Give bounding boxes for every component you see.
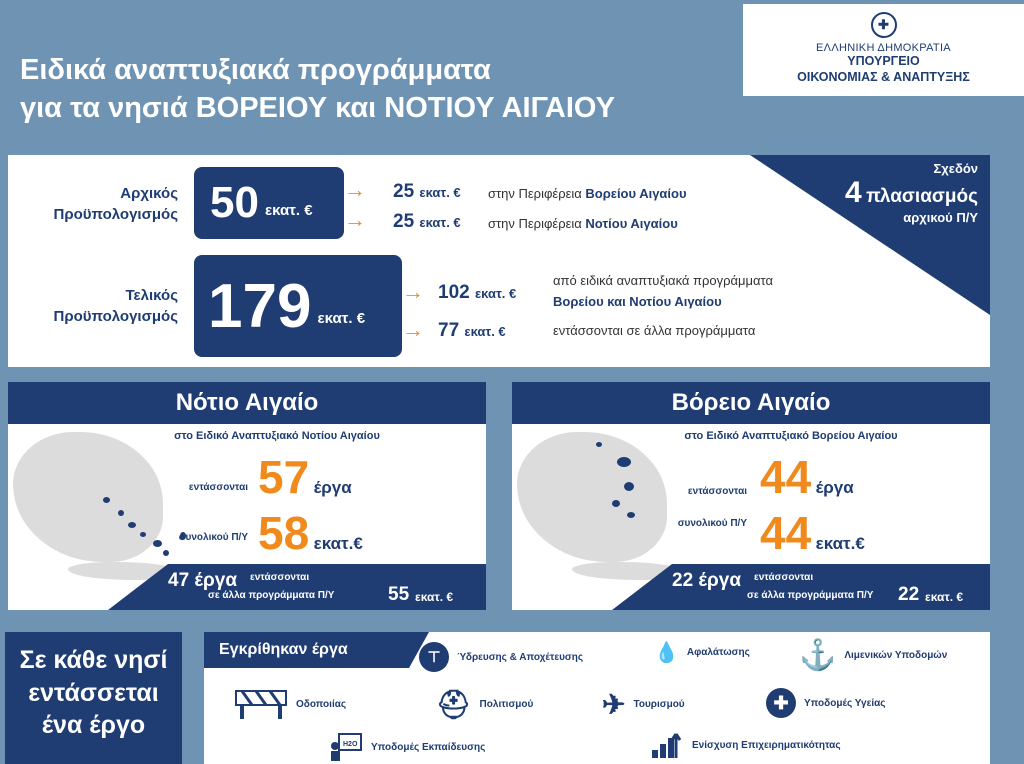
category-business [650, 730, 841, 760]
category-label: Τουρισμού [633, 699, 685, 710]
north-title: Βόρειο Αιγαίο [512, 382, 990, 424]
every-island-line-2: εντάσσεται [28, 678, 159, 707]
category-label: Υποδομές Εκπαίδευσης [371, 741, 486, 753]
north-budget [760, 506, 865, 560]
road-barrier-icon [234, 687, 288, 721]
every-island-box [5, 632, 182, 764]
final-split-1-amount: 102 εκατ. € [438, 282, 517, 303]
arrow-right-icon: → [402, 279, 424, 304]
north-budget-value: 44 [760, 507, 812, 559]
approved-projects-panel [204, 632, 990, 764]
final-split-2-desc: εντάσσονται σε άλλα προγράμματα [553, 323, 756, 338]
south-title: Νότιο Αιγαίο [8, 382, 486, 424]
logo-line-3: ΟΙΚΟΝΟΜΙΑΣ & ΑΝΑΠΤΥΞΗΣ [797, 69, 970, 84]
final-label-2: Προϋπολογισμός [53, 308, 178, 325]
final-budget-label [8, 285, 178, 327]
north-aegean-panel [512, 382, 990, 610]
growth-chart-icon [650, 730, 684, 760]
category-label: Λιμενικών Υποδομών [844, 650, 948, 661]
category-health [766, 688, 885, 718]
multiplier-number: 4 [844, 176, 862, 209]
category-tourism [602, 688, 685, 721]
desalination-icon: 💧 [654, 642, 679, 664]
final-budget-box [194, 255, 402, 357]
north-other-budget: 22 [898, 584, 920, 605]
classroom-icon [329, 732, 363, 762]
north-projects-unit: έργα [815, 478, 854, 497]
south-subtitle: στο Ειδικό Αναπτυξιακό Νοτίου Αιγαίου [174, 430, 380, 442]
category-label: Οδοποιίας [296, 698, 347, 710]
north-other-count: 22 έργα [672, 570, 741, 591]
south-projects-value: 57 [258, 451, 310, 503]
south-budget-label: συνολικού Π/Υ [178, 532, 248, 543]
south-band-edge [108, 564, 168, 610]
initial-split-2-amount: 25 εκατ. € [393, 211, 461, 232]
island-marker [624, 482, 634, 491]
medical-cross-icon: ✚ [766, 688, 796, 718]
island-marker [128, 522, 136, 528]
category-culture [436, 688, 533, 721]
coat-of-arms-icon: ✚ [871, 12, 897, 38]
north-band-edge [612, 564, 672, 610]
category-roads [234, 687, 346, 721]
final-split-2-amount: 77 εκατ. € [438, 320, 506, 341]
category-education [329, 732, 485, 762]
initial-budget-value: 50 [210, 178, 259, 227]
initial-budget-label [8, 183, 178, 225]
north-subtitle: στο Ειδικό Αναπτυξιακό Βορείου Αιγαίου [684, 430, 898, 442]
ministry-logo [743, 4, 1024, 96]
island-marker [103, 497, 110, 503]
south-other-count: 47 έργα [168, 570, 237, 591]
category-label: Ενίσχυση Επιχειρηματικότητας [692, 739, 841, 751]
south-other-unit: εκατ. € [415, 590, 454, 604]
island-marker [612, 500, 620, 507]
initial-budget-unit: εκατ. € [264, 201, 313, 219]
south-budget [258, 506, 363, 560]
category-label: Αφαλάτωσης [686, 647, 750, 658]
budget-panel [8, 155, 990, 367]
north-other-band [672, 564, 990, 610]
initial-split-2-desc: στην Περιφέρεια Νοτίου Αιγαίου [488, 216, 678, 231]
final-budget-unit: εκατ. € [317, 309, 366, 327]
initial-label-2: Προϋπολογισμός [53, 206, 178, 223]
arrow-right-icon: → [344, 207, 366, 232]
north-projects [760, 450, 854, 504]
north-projects-label: εντάσσονται [687, 486, 747, 497]
island-marker [118, 510, 124, 516]
north-other-text2: σε άλλα προγράμματα Π/Υ [747, 590, 874, 601]
island-marker [163, 550, 169, 556]
south-aegean-panel [8, 382, 486, 610]
initial-split-1-desc: στην Περιφέρεια Βορείου Αιγαίου [488, 186, 687, 201]
category-label: Πολιτισμού [479, 699, 534, 710]
anchor-icon: ⚓ [799, 639, 837, 672]
south-budget-unit: εκατ.€ [313, 534, 363, 553]
category-desalination [654, 640, 750, 665]
logo-line-2: ΥΠΟΥΡΓΕΙΟ [847, 54, 920, 68]
multiplier-word: πλασιασμός [866, 186, 978, 207]
initial-budget-box [194, 167, 344, 239]
title-line-2: για τα νησιά ΒΟΡΕΙΟΥ και ΝΟΤΙΟΥ ΑΙΓΑΙΟΥ [20, 91, 615, 124]
every-island-line-3: ένα έργο [41, 711, 146, 739]
multiplier-pre: Σχεδόν [933, 161, 978, 176]
greece-map [517, 432, 667, 562]
arrow-right-icon: → [402, 317, 424, 342]
south-other-text1: εντάσσονται [250, 572, 310, 583]
every-island-line-1: Σε κάθε νησί [19, 646, 168, 674]
south-budget-value: 58 [258, 507, 310, 559]
multiplier-text [845, 161, 978, 225]
logo-line-1: ΕΛΛΗΝΙΚΗ ΔΗΜΟΚΡΑΤΙΑ [816, 42, 951, 54]
final-budget-value: 179 [208, 271, 312, 341]
south-projects [258, 450, 352, 504]
island-marker [596, 442, 602, 447]
svg-text:H2O: H2O [343, 741, 358, 748]
north-other-unit: εκατ. € [925, 590, 964, 604]
south-projects-unit: έργα [313, 478, 352, 497]
initial-label-1: Αρχικός [120, 185, 178, 202]
category-water [419, 642, 583, 672]
airplane-icon: ✈ [602, 689, 626, 720]
multiplier-post: αρχικού Π/Υ [903, 210, 978, 225]
south-other-text2: σε άλλα προγράμματα Π/Υ [208, 590, 335, 601]
south-other-band [168, 564, 486, 610]
water-tap-icon: ⊤ [419, 642, 449, 672]
title-line-1: Ειδικά αναπτυξιακά προγράμματα [20, 54, 491, 86]
category-ports [799, 638, 947, 673]
north-budget-unit: εκατ.€ [815, 534, 865, 553]
final-split-1-desc: από ειδικά αναπτυξιακά προγράμματα Βορείου και Νοτίου Αιγαίου [553, 273, 774, 309]
approved-heading: Εγκρίθηκαν έργα [204, 632, 409, 668]
north-other-text1: εντάσσονται [754, 572, 814, 583]
page-title [20, 52, 720, 127]
initial-split-1-amount: 25 εκατ. € [393, 181, 461, 202]
category-label: Ύδρευσης & Αποχέτευσης [457, 651, 584, 663]
island-marker [627, 512, 635, 518]
helmet-icon: ⛑ [436, 689, 472, 720]
final-label-1: Τελικός [125, 287, 178, 304]
north-budget-label: συνολικού Π/Υ [677, 518, 747, 529]
category-label: Υποδομές Υγείας [804, 697, 886, 709]
south-projects-label: εντάσσονται [188, 482, 248, 493]
island-marker [617, 457, 631, 467]
south-other-budget: 55 [388, 584, 410, 605]
arrow-right-icon: → [344, 177, 366, 202]
north-projects-value: 44 [760, 451, 812, 503]
